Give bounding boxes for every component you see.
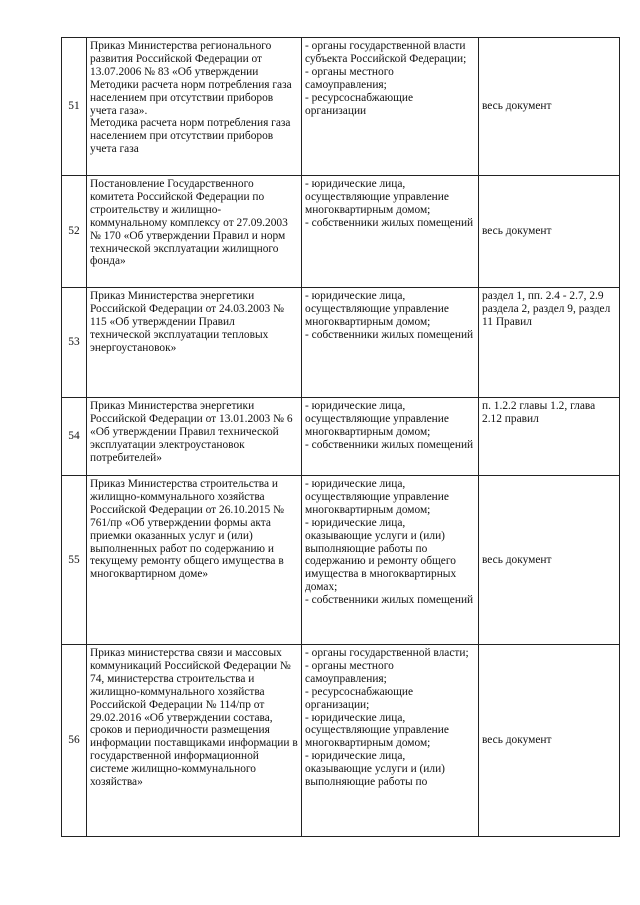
applicable-scope: весь документ — [479, 645, 620, 837]
applicable-scope: весь документ — [479, 176, 620, 288]
document-title: Приказ Министерства энергетики Российской Федерации от 24.03.2003 № 115 «Об утверждении Правил технической эксплуатации тепловых энергоустановок» — [87, 288, 302, 398]
document-title: Приказ Министерства строительства и жилищно-коммунального хозяйства Российской Федерации от 26.10.2015 № 761/пр «Об утверждении формы акта приемки оказанных услуг и (или) выполненных работ по содержанию и текущему ремонту общего имущества в многоквартирном доме» — [87, 476, 302, 645]
row-number: 51 — [62, 38, 87, 176]
applicable-scope: раздел 1, пп. 2.4 - 2.7, 2.9 раздела 2, раздел 9, раздел 11 Правил — [479, 288, 620, 398]
document-title: Приказ Министерства энергетики Российской Федерации от 13.01.2003 № 6 «Об утверждении Правил технической эксплуатации электроустановок потребителей» — [87, 398, 302, 476]
row-number: 55 — [62, 476, 87, 645]
table-row — [62, 398, 620, 476]
obligated-subjects: - юридические лица, осуществляющие управление многоквартирным домом; - юридические лица, оказывающие услуги и (или) выполняющие работы по содержанию и ремонту общего имущества в многоквартирных домах; - собственники жилых помещений — [302, 476, 479, 645]
row-number: 52 — [62, 176, 87, 288]
obligated-subjects: - органы государственной власти субъекта Российской Федерации; - органы местного самоуправления; - ресурсоснабжающие организации — [302, 38, 479, 176]
table-row — [62, 476, 620, 645]
table-row — [62, 645, 620, 837]
table-row — [62, 288, 620, 398]
table-row — [62, 38, 620, 176]
document-title: Постановление Государственного комитета Российской Федерации по строительству и жилищно-коммунальному комплексу от 27.09.2003 № 170 «Об утверждении Правил и норм технической эксплуатации жилищного фонда» — [87, 176, 302, 288]
obligated-subjects: - юридические лица, осуществляющие управление многоквартирным домом; - собственники жилых помещений — [302, 176, 479, 288]
row-number: 53 — [62, 288, 87, 398]
applicable-scope: весь документ — [479, 38, 620, 176]
document-title: Приказ Министерства регионального развития Российской Федерации от 13.07.2006 № 83 «Об утверждении Методики расчета норм потребления газа населением при отсутствии приборов учета газа». Методика расчета норм потребления газа населением при отсутствии приборов учета газа — [87, 38, 302, 176]
applicable-scope: весь документ — [479, 476, 620, 645]
obligated-subjects: - юридические лица, осуществляющие управление многоквартирным домом; - собственники жилых помещений — [302, 288, 479, 398]
row-number: 54 — [62, 398, 87, 476]
obligated-subjects: - юридические лица, осуществляющие управление многоквартирным домом; - собственники жилых помещений — [302, 398, 479, 476]
applicable-scope: п. 1.2.2 главы 1.2, глава 2.12 правил — [479, 398, 620, 476]
obligated-subjects: - органы государственной власти; - органы местного самоуправления; - ресурсоснабжающие организации; - юридические лица, осуществляющие управление многоквартирным домом; - юридические лица, оказывающие услуги и (или) выполняющие работы по — [302, 645, 479, 837]
table-row — [62, 176, 620, 288]
row-number: 56 — [62, 645, 87, 837]
document-title: Приказ министерства связи и массовых коммуникаций Российской Федерации № 74, министерства строительства и жилищно-коммунального хозяйства Российской Федерации № 114/пр от 29.02.2016 «Об утверждении состава, сроков и периодичности размещения информации поставщиками информации в государственной информационной системе жилищно-коммунального хозяйства» — [87, 645, 302, 837]
requirements-table — [61, 37, 620, 837]
